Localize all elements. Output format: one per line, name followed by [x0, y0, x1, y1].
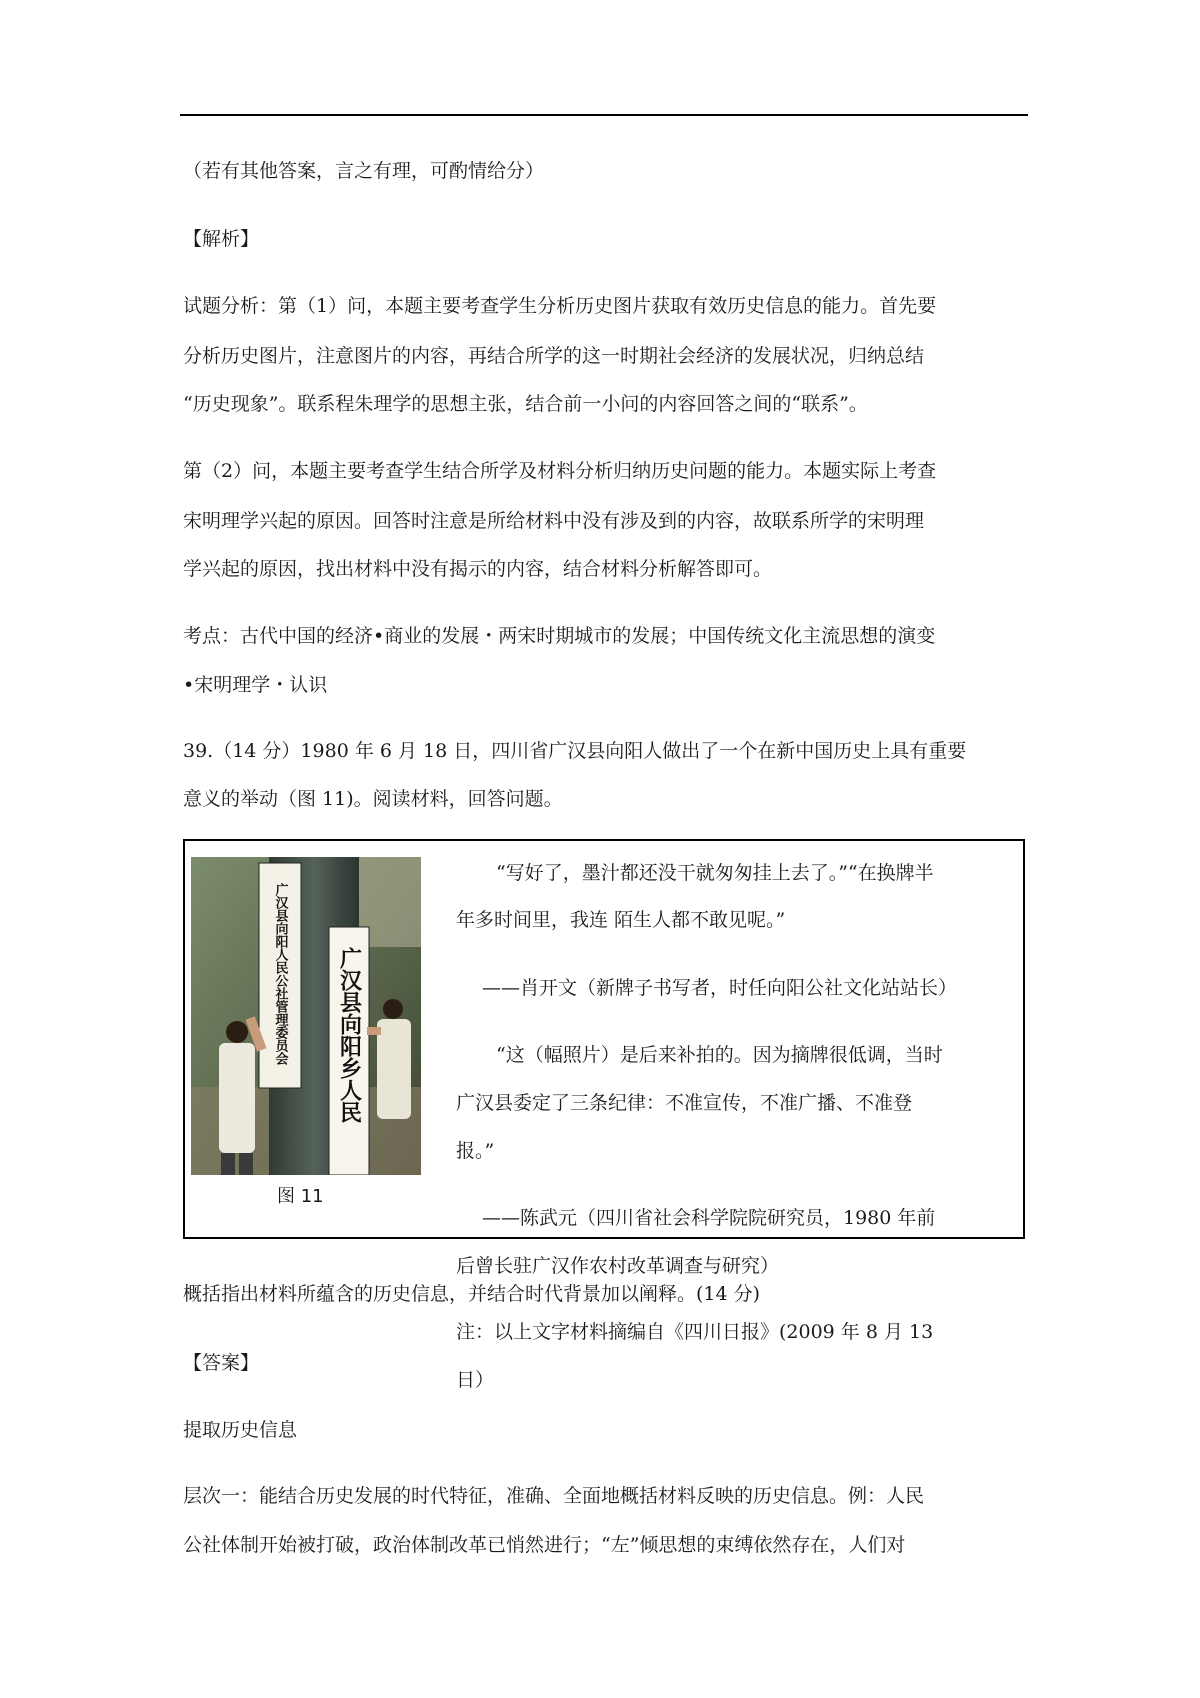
quote-2-line: 广汉县委定了三条纪律：不准宣传，不准广播、不准登	[456, 1092, 913, 1114]
new-sign-text: 广汉县向阳乡人民	[336, 947, 362, 1123]
quote-2-source: 后曾长驻广汉作农村改革调查与研究）	[456, 1255, 780, 1277]
analysis-line: 学兴起的原因，找出材料中没有揭示的内容，结合材料分析解答即可。	[183, 558, 773, 580]
source-note: 注：以上文字材料摘编自《四川日报》(2009 年 8 月 13	[456, 1321, 934, 1343]
figure-11-photo	[191, 857, 421, 1175]
answer-line: 提取历史信息	[183, 1419, 298, 1441]
quote-1-line: “写好了，墨汁都还没干就匆匆挂上去了。”“在换牌半	[496, 862, 934, 884]
old-sign-text: 广汉县向阳人民公社管理委员会	[272, 883, 288, 1065]
analysis-line: 宋明理学兴起的原因。回答时注意是所给材料中没有涉及到的内容，故联系所学的宋明理	[183, 510, 925, 532]
question-line: 意义的举动（图 11)。阅读材料，回答问题。	[183, 788, 563, 810]
analysis-line: “历史现象”。联系程朱理学的思想主张，结合前一小问的内容回答之间的“联系”。	[183, 393, 868, 415]
question-line: 39.（14 分）1980 年 6 月 18 日，四川省广汉县向阳人做出了一个在新中国历史上具有重要	[183, 740, 967, 762]
header-rule	[180, 114, 1028, 116]
analysis-line: 分析历史图片，注意图片的内容，再结合所学的这一时期社会经济的发展状况，归纳总结	[183, 345, 925, 367]
quote-2-line: “这（幅照片）是后来补拍的。因为摘牌很低调，当时	[496, 1044, 943, 1066]
key-points-line: 考点：古代中国的经济•商业的发展・两宋时期城市的发展；中国传统文化主流思想的演变	[183, 625, 936, 647]
analysis-line: 试题分析：第（1）问，本题主要考查学生分析历史图片获取有效历史信息的能力。首先要	[183, 295, 937, 317]
answer-heading: 【答案】	[183, 1352, 260, 1374]
key-points-line: •宋明理学・认识	[183, 674, 328, 696]
quote-1-source: ——肖开文（新牌子书写者，时任向阳公社文化站站长）	[482, 977, 958, 999]
quote-2-source: ——陈武元（四川省社会科学院院研究员，1980 年前	[482, 1207, 936, 1229]
quote-1-line: 年多时间里，我连 陌生人都不敢见呢。”	[456, 909, 786, 931]
answer-line: 层次一：能结合历史发展的时代特征，准确、全面地概括材料反映的历史信息。例：人民	[183, 1485, 925, 1507]
note-line: （若有其他答案，言之有理，可酌情给分）	[183, 160, 545, 182]
quote-2-line: 报。”	[456, 1140, 495, 1162]
source-note: 日）	[456, 1369, 495, 1391]
question-prompt: 概括指出材料所蕴含的历史信息，并结合时代背景加以阐释。(14 分)	[183, 1283, 761, 1305]
figure-caption: 图 11	[277, 1186, 324, 1207]
analysis-heading: 【解析】	[183, 228, 260, 250]
answer-line: 公社体制开始被打破，政治体制改革已悄然进行；“左”倾思想的束缚依然存在，人们对	[183, 1534, 906, 1556]
analysis-line: 第（2）问，本题主要考查学生结合所学及材料分析归纳历史问题的能力。本题实际上考查	[183, 460, 937, 482]
